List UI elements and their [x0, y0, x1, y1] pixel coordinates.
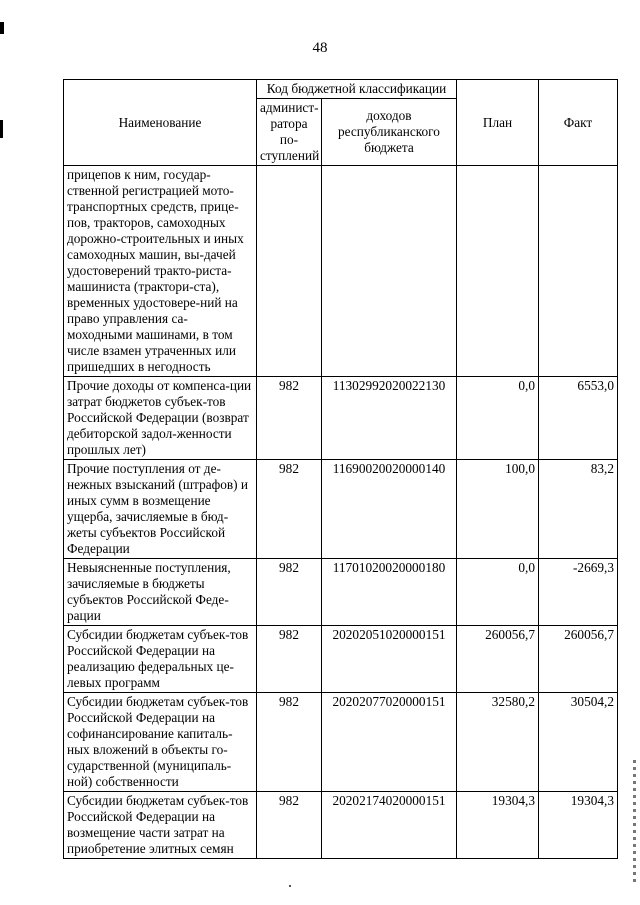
row-name-cell: прицепов к ним, государ-ственной регистрацией мото-транспортных средств, прице-пов, тракторов, самоходных дорожно-строительных и иных самоходных машин, вы-дачей удостоверений тракто-риста-машиниста (трактори-ста), временных удостовере-ний на право управления са-моходными машинами, в том числе взамен утраченных или пришедших в негодность [64, 166, 257, 377]
row-fact-cell: 19304,3 [539, 792, 618, 859]
row-revenue-code-cell: 11690020020000140 [322, 460, 457, 559]
row-revenue-code-cell: 20202077020000151 [322, 693, 457, 792]
budget-table [63, 79, 618, 859]
header-name: Наименование [64, 80, 257, 166]
table-row [64, 559, 618, 626]
row-fact-cell: 83,2 [539, 460, 618, 559]
row-admin-code-cell: 982 [257, 377, 322, 460]
row-fact-cell: 30504,2 [539, 693, 618, 792]
header-code-group: Код бюджетной классификации [257, 80, 457, 99]
row-admin-code-cell [257, 166, 322, 377]
row-revenue-code-cell: 11701020020000180 [322, 559, 457, 626]
table-row [64, 792, 618, 859]
row-name-cell: Прочие поступления от де-нежных взысканий (штрафов) и иных сумм в возмещение ущерба, зачисляемые в бюд-жеты субъектов Российской Федерации [64, 460, 257, 559]
header-admin: админист-ратора по-ступлений [257, 99, 322, 166]
row-admin-code-cell: 982 [257, 792, 322, 859]
row-fact-cell: 260056,7 [539, 626, 618, 693]
row-plan-cell: 260056,7 [457, 626, 539, 693]
scan-mark-left [0, 120, 3, 138]
table-row [64, 166, 618, 377]
page-number: 48 [312, 40, 328, 56]
table-row [64, 377, 618, 460]
row-name-cell: Невыясненные поступления, зачисляемые в бюджеты субъектов Российской Феде-рации [64, 559, 257, 626]
row-plan-cell: 0,0 [457, 559, 539, 626]
row-name-cell: Субсидии бюджетам субъек-тов Российской Федерации на софинансирование капиталь-ных вложений в объекты го-сударственной (муниципаль-ной) собственности [64, 693, 257, 792]
row-name-cell: Прочие доходы от компенса-ции затрат бюджетов субъек-тов Российской Федерации (возврат дебиторской задол-женности прошлых лет) [64, 377, 257, 460]
row-name-cell: Субсидии бюджетам субъек-тов Российской Федерации на реализацию федеральных це-левых программ [64, 626, 257, 693]
row-plan-cell: 0,0 [457, 377, 539, 460]
row-plan-cell: 19304,3 [457, 792, 539, 859]
table-row [64, 626, 618, 693]
row-name-cell: Субсидии бюджетам субъек-тов Российской Федерации на возмещение части затрат на приобретение элитных семян [64, 792, 257, 859]
row-fact-cell: -2669,3 [539, 559, 618, 626]
scan-mark-top [0, 22, 4, 34]
row-admin-code-cell: 982 [257, 559, 322, 626]
scan-edge-marks [633, 760, 636, 885]
header-plan: План [457, 80, 539, 166]
row-admin-code-cell: 982 [257, 693, 322, 792]
row-admin-code-cell: 982 [257, 626, 322, 693]
row-revenue-code-cell: 20202051020000151 [322, 626, 457, 693]
row-revenue-code-cell: 20202174020000151 [322, 792, 457, 859]
row-fact-cell: 6553,0 [539, 377, 618, 460]
row-revenue-code-cell [322, 166, 457, 377]
row-plan-cell: 100,0 [457, 460, 539, 559]
table-row [64, 460, 618, 559]
row-plan-cell [457, 166, 539, 377]
header-fact: Факт [539, 80, 618, 166]
row-plan-cell: 32580,2 [457, 693, 539, 792]
header-revenue: доходов республиканского бюджета [322, 99, 457, 166]
row-revenue-code-cell: 11302992020022130 [322, 377, 457, 460]
row-fact-cell [539, 166, 618, 377]
table-row [64, 693, 618, 792]
row-admin-code-cell: 982 [257, 460, 322, 559]
scan-dot [289, 885, 291, 887]
